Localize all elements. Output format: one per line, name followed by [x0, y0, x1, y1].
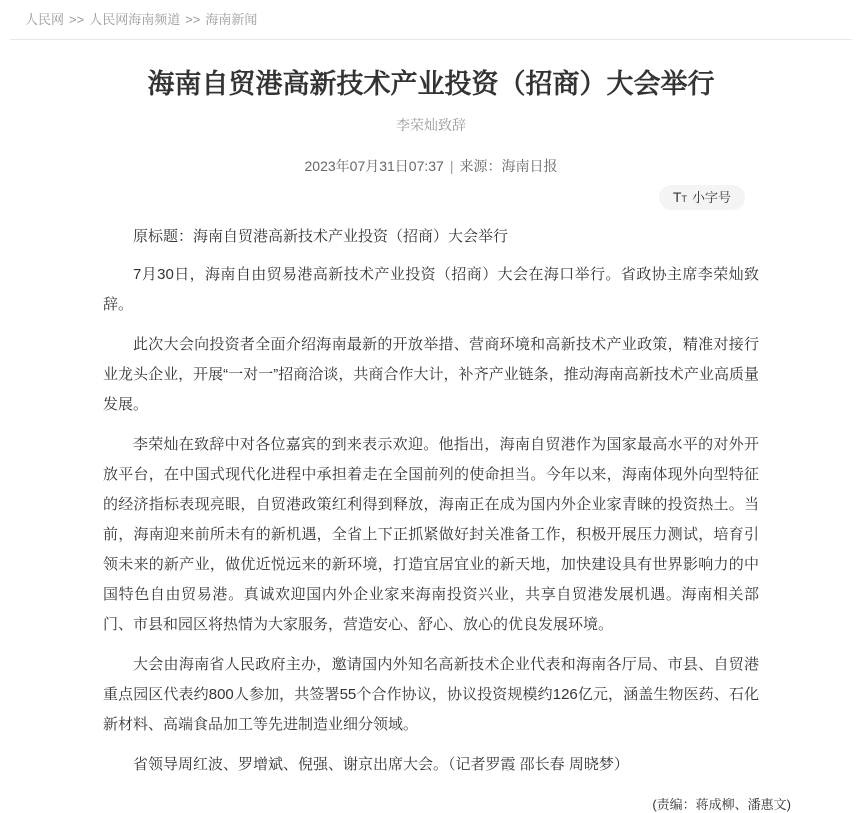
font-size-icon: TT	[672, 189, 687, 206]
article-paragraph: 李荣灿在致辞中对各位嘉宾的到来表示欢迎。他指出，海南自贸港作为国家最高水平的对外开放平台，在中国式现代化进程中承担着走在全国前列的使命担当。今年以来，海南体现外向型特征的经济指标表现亮眼，自贸港政策红利得到释放，海南正在成为国内外企业家青睐的投资热土。当前，海南迎来前所未有的新机遇，全省上下正抓紧做好封关准备工作，积极开展压力测试，培育引领未来的新产业，做优近悦远来的新环境，打造宜居宜业的新天地，加快建设具有世界影响力的中国特色自由贸易港。真诚欢迎国内外企业家来海南投资兴业，共享自贸港发展机遇。海南相关部门、市县和园区将热情为大家服务，营造安心、舒心、放心的优良发展环境。	[103, 435, 759, 633]
source-link[interactable]: 海南日报	[501, 158, 558, 175]
header-divider	[10, 39, 852, 40]
article-paragraph: 此次大会向投资者全面介绍海南最新的开放举措、营商环境和高新技术产业政策，精准对接行业龙头企业，开展“一对一”招商洽谈，共商合作大计，补齐产业链条，推动海南高新技术产业高质量发展。	[103, 335, 759, 413]
publish-time: 2023年07月31日07:37	[304, 158, 444, 175]
article-container	[71, 67, 791, 813]
toolbar-row	[71, 185, 791, 210]
breadcrumb-separator: >>	[185, 12, 201, 27]
breadcrumb	[0, 0, 862, 39]
original-title-line: 原标题：海南自贸港高新技术产业投资（招商）大会举行	[133, 227, 509, 245]
article-paragraph: 省领导周红波、罗增斌、倪强、谢京出席大会。（记者罗霞 邵长春 周晓梦）	[133, 755, 629, 773]
article-meta	[71, 156, 791, 176]
article-body	[71, 224, 791, 780]
article-paragraph: 7月30日，海南自由贸易港高新技术产业投资（招商）大会在海口举行。省政协主席李荣灿致辞。	[103, 265, 759, 313]
article-subtitle: 李荣灿致辞	[396, 117, 466, 134]
page-title: 海南自贸港高新技术产业投资（招商）大会举行	[147, 69, 715, 99]
meta-separator: |	[449, 158, 454, 175]
breadcrumb-link-hainan-channel[interactable]: 人民网海南频道	[89, 12, 181, 27]
breadcrumb-link-hainan-news[interactable]: 海南新闻	[205, 12, 258, 27]
editor-credit: (责编：蒋成柳、潘惠文)	[652, 796, 791, 812]
font-size-button-label: 小字号	[691, 189, 731, 205]
source-label: 来源：	[459, 158, 502, 175]
breadcrumb-separator: >>	[69, 12, 85, 27]
article-paragraph: 大会由海南省人民政府主办，邀请国内外知名高新技术企业代表和海南各厅局、市县、自贸港重点园区代表约800人参加，共签署55个合作协议，协议投资规模约126亿元，涵盖生物医药、石化新材料、高端食品加工等先进制造业细分领域。	[103, 655, 759, 733]
breadcrumb-link-people[interactable]: 人民网	[25, 12, 65, 27]
font-size-button[interactable]	[659, 185, 745, 210]
